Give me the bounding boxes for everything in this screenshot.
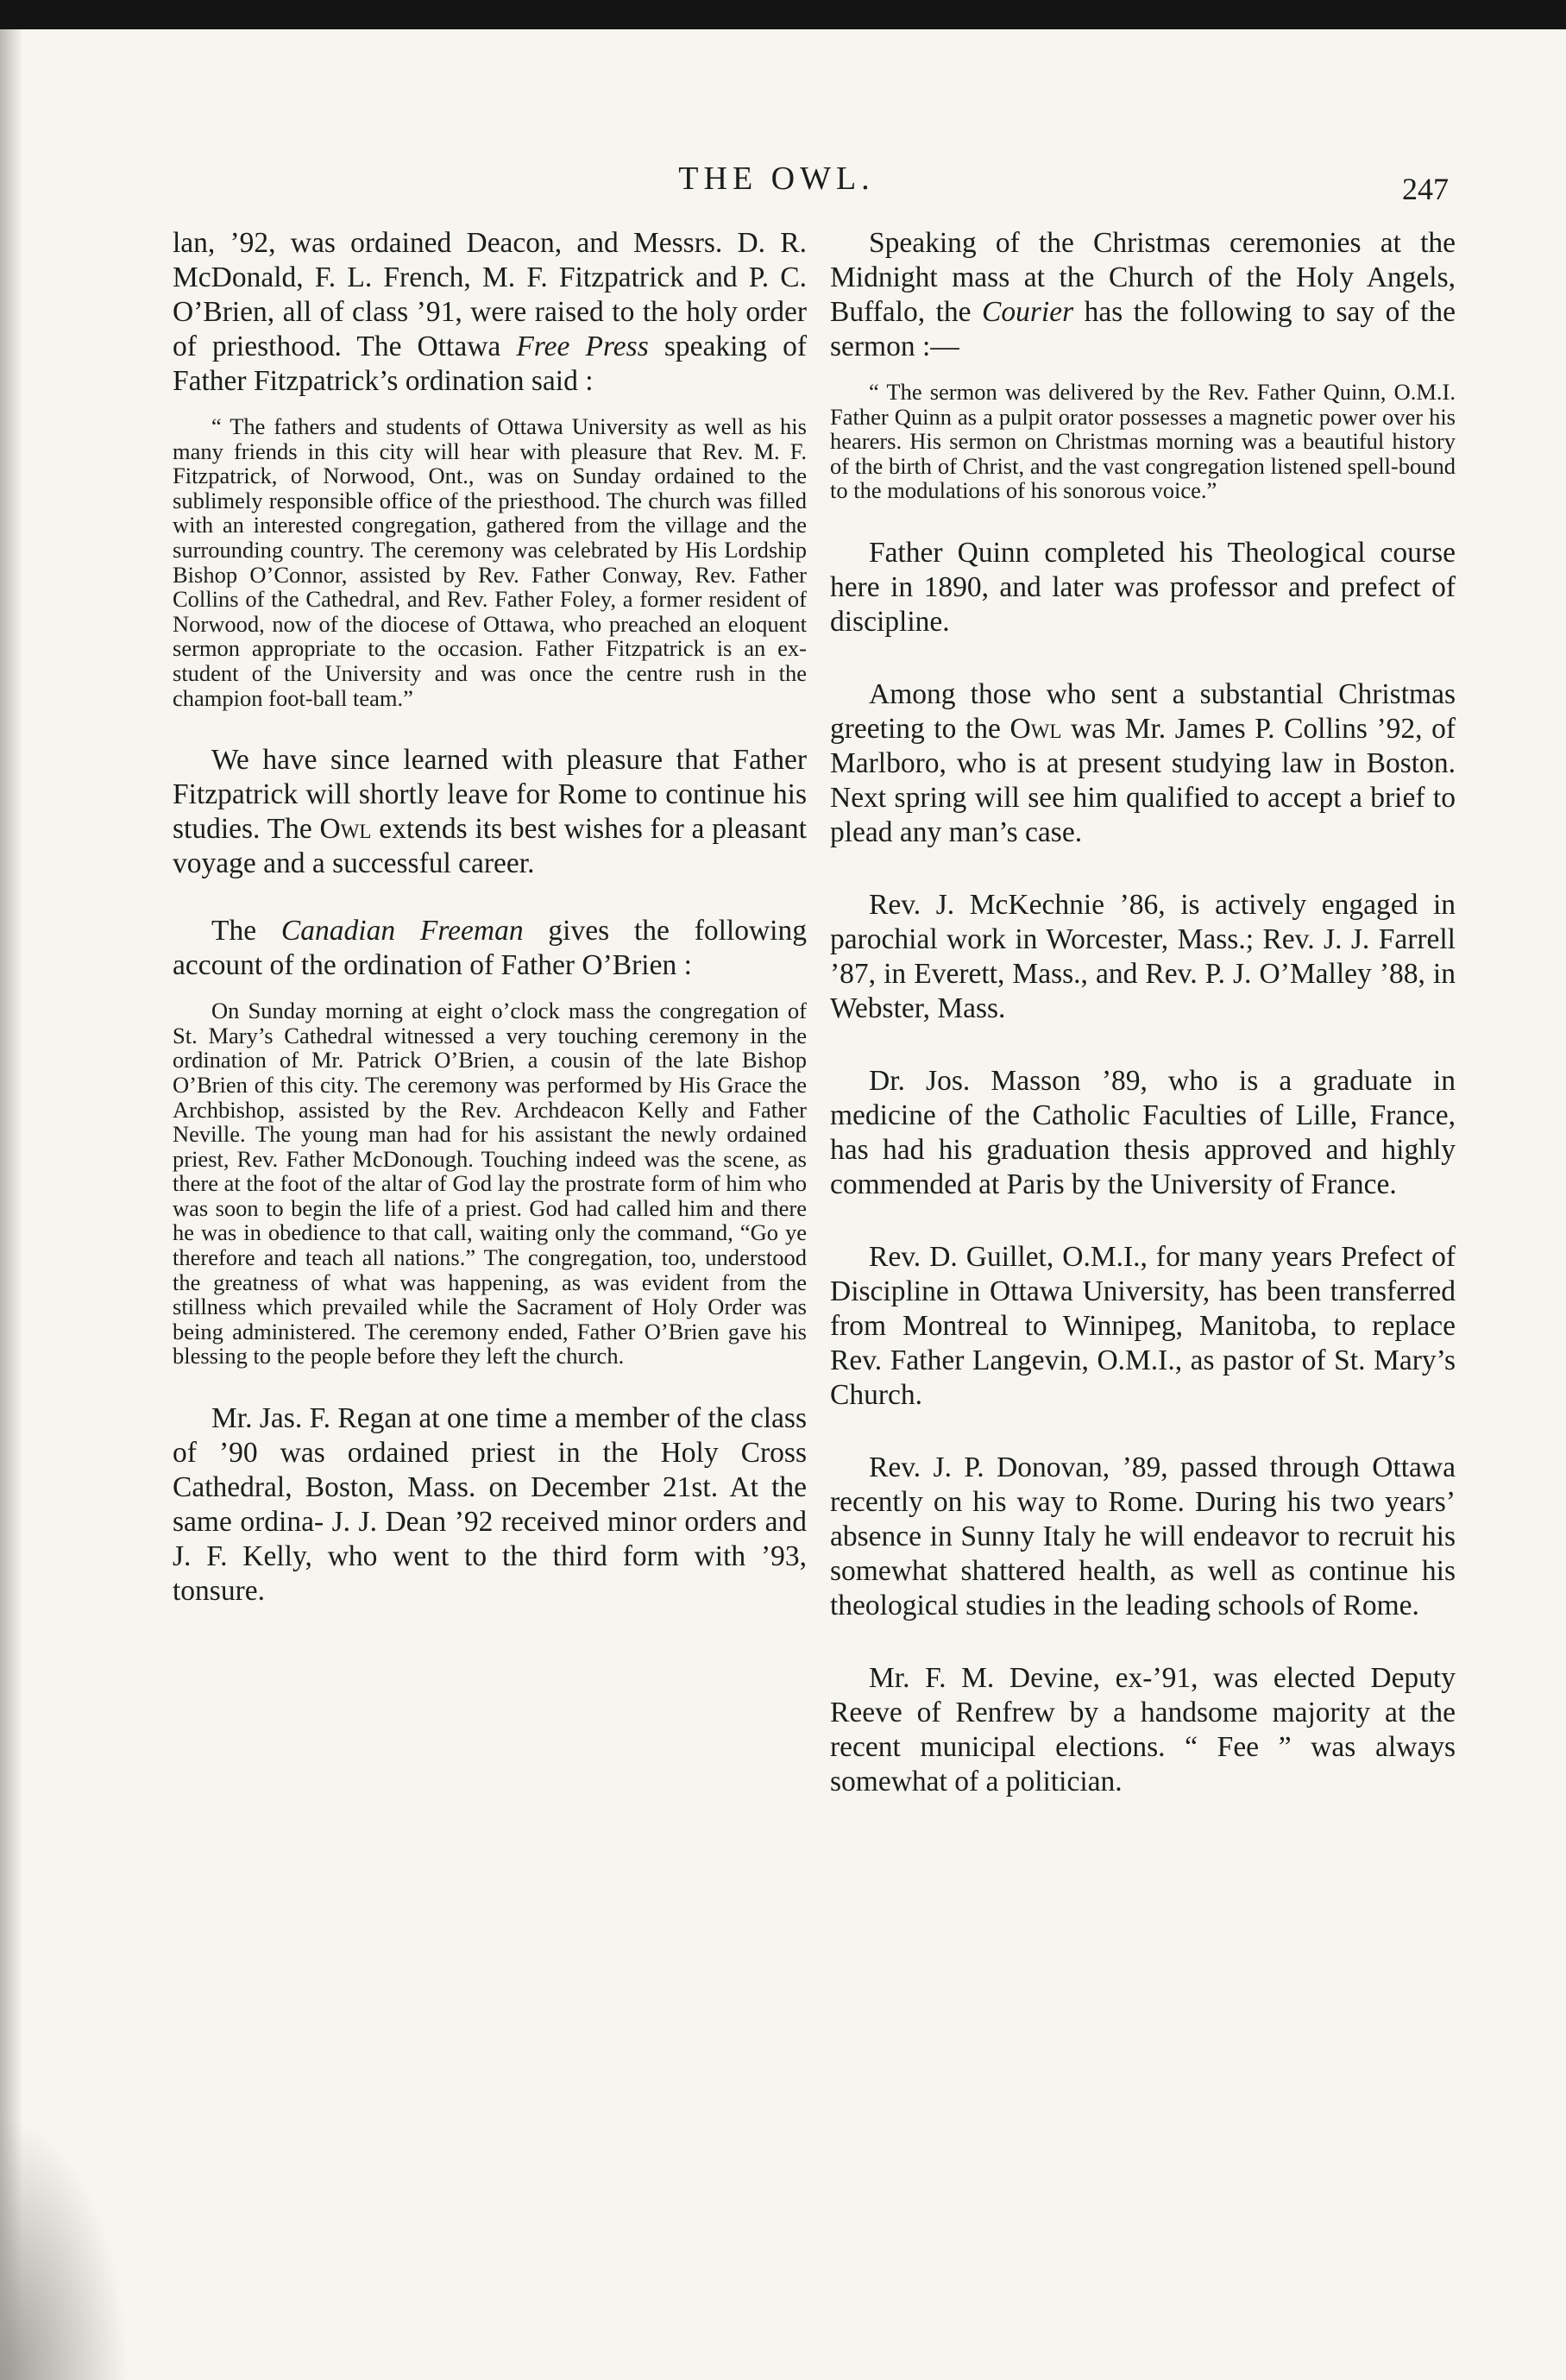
paragraph-text: has the following to say of the sermon :—: [830, 296, 1456, 362]
paragraph-text: Rev. J. P. Donovan, ’89, passed through Ottawa recently on his way to Rome. During his two years’ absence in Sunny Italy he will endeavor to recruit his somewhat shattered health, as well as continue his theological studies in the leading schools of Rome.: [830, 1451, 1456, 1621]
paragraph-text: Rev. D. Guillet, O.M.I., for many years Prefect of Discipline in Ottawa University, has been transferred from Montreal to Winnipeg, Manitoba, to replace Rev. Father Langevin, O.M.I., as pastor of St. Mary’s Church.: [830, 1240, 1456, 1411]
paragraph-text: gives the following account of the ordination of Father O’Brien :: [173, 915, 807, 982]
italic-title: Canadian Freeman: [280, 915, 524, 948]
article-paragraph: [830, 536, 1456, 639]
paragraph-text: lan, ’92, was ordained Deacon, and Messrs. D. R. McDonald, F. L. French, M. F. Fitzpatrick and P. C. O’Brien, all of class ’91, were raised to the holy order of priesthood. The Ottawa: [173, 227, 807, 362]
left-column: [173, 226, 807, 1609]
scan-corner-stain: [0, 2114, 129, 2380]
article-paragraph: [830, 1451, 1456, 1623]
paragraph-text: “ The sermon was delivered by the Rev. Father Quinn, O.M.I. Father Quinn as a pulpit orator possesses a magnetic power over his hearers. His sermon on Christmas morning was a beautiful history of the birth of Christ, and the vast congregation listened spell-bound to the modulations of his sonorous voice.”: [830, 379, 1456, 504]
article-paragraph: [830, 226, 1456, 364]
paragraph-text: Mr. Jas. F. Regan at one time a member of the class of ’90 was ordained priest in the Holy Cross Cathedral, Boston, Mass. on December 21st. At the same ordina- J. J. Dean ’92 received minor orders and J. F. Kelly, who went to the third form with ’93, tonsure.: [173, 1402, 807, 1608]
quoted-excerpt: [173, 414, 807, 710]
article-paragraph: [173, 914, 807, 983]
paragraph-text: Speaking of the Christmas ceremonies at the Midnight mass at the Church of the Holy Angels, Buffalo, the: [830, 227, 1456, 328]
italic-title: Free Press: [516, 331, 649, 362]
paragraph-text: speaking of Father Fitzpatrick’s ordination said :: [173, 331, 807, 397]
paragraph-text: extends its best wishes for a pleasant voyage and a successful career.: [173, 813, 807, 880]
paragraph-text: The: [211, 915, 281, 948]
paragraph-text: Rev. J. McKechnie ’86, is actively engaged in parochial work in Worcester, Mass.; Rev. J. J. Farrell ’87, in Everett, Mass., and Rev. P. J. O’Malley ’88, in Webster, Mass.: [830, 888, 1456, 1024]
paragraph-text: Mr. F. M. Devine, ex-’91, was elected Deputy Reeve of Renfrew by a handsome majority at the recent municipal elections. “ Fee ” was always somewhat of a politician.: [830, 1661, 1456, 1798]
small-caps-name: Owl: [1009, 712, 1062, 745]
paragraph-text: was Mr. James P. Collins ’92, of Marlboro, who is at present studying law in Boston. Next spring will see him qualified to accept a brief to plead any man’s case.: [830, 712, 1456, 848]
quoted-excerpt: [173, 998, 807, 1369]
paragraph-text: On Sunday morning at eight o’clock mass the congregation of St. Mary’s Cathedral witnessed a very touching ceremony in the ordination of Mr. Patrick O’Brien, a cousin of the late Bishop O’Brien of this city. The ceremony was performed by His Grace the Archbishop, assisted by the Rev. Archdeacon Kelly and Father Neville. The young man had for his assistant the newly ordained priest, Rev. Father McDonough. Touching indeed was the scene, as there at the foot of the altar of God lay the prostrate form of him who was soon to begin the life of a priest. God had called him and there he was in obedience to that call, waiting only the command, “Go ye therefore and teach all nations.” The congregation, too, understood the greatness of what was happening, as was evident from the stillness which prevailed while the Sacrament of Holy Order was being administered. The ceremony ended, Father O’Brien gave his blessing to the people before they left the church.: [173, 998, 807, 1369]
paragraph-text: Among those who sent a substantial Christmas greeting to the: [830, 677, 1456, 745]
article-paragraph: [830, 1661, 1456, 1799]
paragraph-text: Father Quinn completed his Theological course here in 1890, and later was professor and prefect of discipline.: [830, 536, 1456, 638]
paragraph-text: “ The fathers and students of Ottawa University as well as his many friends in this city will hear with pleasure that Rev. M. F. Fitzpatrick, of Norwood, Ont., was on Sunday ordained to the sublimely responsible office of the priesthood. The church was filled with an interested congregation, gathered from the village and the surrounding country. The ceremony was celebrated by His Lordship Bishop O’Connor, assisted by Rev. Father Conway, Rev. Father Collins of the Cathedral, and Rev. Father Foley, a former resident of Norwood, now of the diocese of Ottawa, who preached an eloquent sermon appropriate to the occasion. Father Fitzpatrick is an ex-student of the University and was once the centre rush in the champion foot-ball team.”: [173, 413, 807, 711]
article-paragraph: [830, 1064, 1456, 1202]
italic-title: Courier: [982, 296, 1074, 328]
quoted-excerpt: [830, 380, 1456, 503]
scan-top-border: [0, 0, 1566, 29]
paragraph-text: We have since learned with pleasure that Father Fitzpatrick will shortly leave for Rome to continue his studies. The: [173, 744, 807, 846]
scan-left-edge-shadow: [0, 29, 22, 2380]
running-title: THE OWL.: [678, 161, 875, 197]
paragraph-text: Dr. Jos. Masson ’89, who is a graduate in medicine of the Catholic Faculties of Lille, France, has had his graduation thesis approved and highly commended at Paris by the University of France.: [830, 1064, 1456, 1200]
article-paragraph: [830, 888, 1456, 1026]
page-number: 247: [1402, 172, 1449, 206]
article-paragraph: [830, 677, 1456, 850]
article-paragraph: [173, 1401, 807, 1609]
article-paragraph: [830, 1240, 1456, 1413]
right-column: [830, 226, 1456, 1799]
small-caps-name: Owl: [319, 813, 372, 846]
article-paragraph: [173, 226, 807, 399]
article-paragraph: [173, 743, 807, 881]
